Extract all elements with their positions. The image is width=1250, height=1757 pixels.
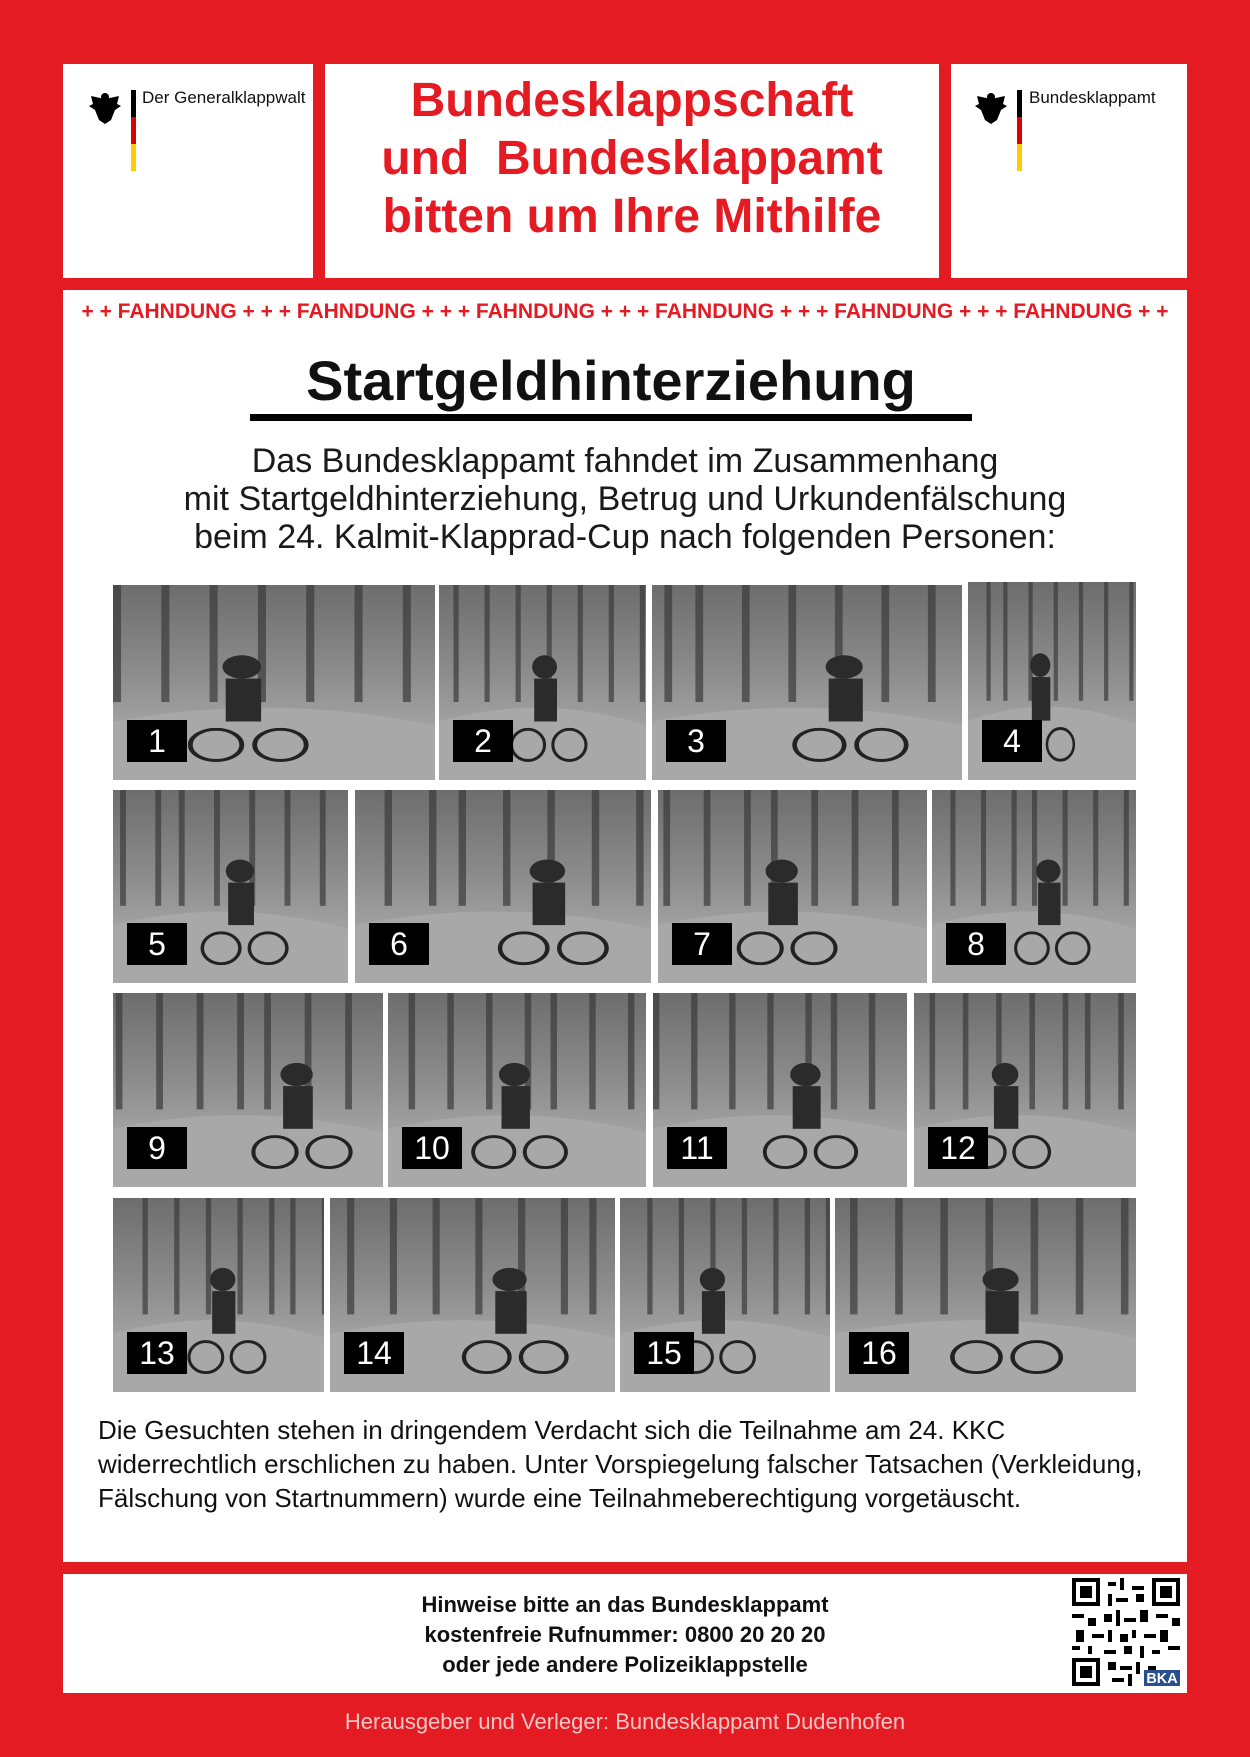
photo-number: 16 bbox=[849, 1332, 909, 1374]
suspect-photo bbox=[113, 585, 435, 780]
suspect-photo bbox=[652, 585, 962, 780]
suspect-photo bbox=[330, 1198, 615, 1392]
photo-number: 4 bbox=[982, 720, 1042, 762]
photo-number: 1 bbox=[127, 720, 187, 762]
suspect-photo bbox=[968, 582, 1136, 780]
photo-number: 2 bbox=[453, 720, 513, 762]
contact-phone[interactable]: kostenfreie Rufnummer: 0800 20 20 20 bbox=[424, 1622, 826, 1647]
suspect-photo bbox=[113, 993, 383, 1187]
publisher-footer: Herausgeber und Verleger: Bundesklappamt Dudenhofen bbox=[344, 1709, 906, 1734]
photo-number: 5 bbox=[127, 923, 187, 965]
suspect-photo bbox=[113, 790, 348, 983]
german-flag-stripe bbox=[1017, 90, 1022, 171]
suspect-photo bbox=[835, 1198, 1136, 1392]
page-title: Startgeldhinterziehung bbox=[306, 349, 916, 412]
suspect-photo bbox=[653, 993, 907, 1187]
photo-number: 9 bbox=[127, 1127, 187, 1169]
suspect-photo bbox=[932, 790, 1136, 983]
photo-number: 8 bbox=[946, 923, 1006, 965]
suspect-photo bbox=[113, 1198, 324, 1392]
suspect-photo bbox=[620, 1198, 830, 1392]
photo-number: 11 bbox=[667, 1127, 727, 1169]
right-agency-label: Bundesklappamt bbox=[1029, 88, 1156, 107]
photo-number: 3 bbox=[666, 720, 726, 762]
suspect-photo bbox=[355, 790, 651, 983]
eagle-icon bbox=[87, 90, 123, 126]
photo-number: 12 bbox=[928, 1127, 988, 1169]
photo-number: 7 bbox=[672, 923, 732, 965]
suspect-photo bbox=[658, 790, 927, 983]
qr-code-icon[interactable] bbox=[1072, 1578, 1180, 1686]
contact-text bbox=[340, 1590, 910, 1680]
intro-line-3: beim 24. Kalmit-Klapprad-Cup nach folgenden Personen: bbox=[194, 518, 1056, 556]
photo-number: 14 bbox=[344, 1332, 404, 1374]
intro-text bbox=[80, 442, 1170, 556]
header-right-box bbox=[951, 64, 1187, 278]
photo-number: 6 bbox=[369, 923, 429, 965]
headline bbox=[325, 72, 939, 246]
header-left-box bbox=[63, 64, 313, 278]
suspect-photo bbox=[914, 993, 1136, 1187]
photo-number: 15 bbox=[634, 1332, 694, 1374]
headline-line-1: Bundesklappschaft bbox=[410, 74, 854, 127]
title-underline bbox=[250, 414, 972, 421]
intro-line-2: mit Startgeldhinterziehung, Betrug und Urkundenfälschung bbox=[183, 480, 1067, 518]
photo-number: 13 bbox=[127, 1332, 187, 1374]
fahndung-ticker: + + FAHNDUNG + + + FAHNDUNG + + + FAHNDUNG + + + FAHNDUNG + + + FAHNDUNG + + + FAHNDUNG + + bbox=[81, 300, 1169, 323]
eagle-icon bbox=[973, 90, 1009, 126]
left-agency-label: Der Generalklappwalt bbox=[142, 88, 306, 107]
contact-line-3: oder jede andere Polizeiklappstelle bbox=[442, 1652, 808, 1677]
description-text: Die Gesuchten stehen in dringendem Verdacht sich die Teilnahme am 24. KKC widerrechtlich erschlichen zu haben. Unter Vorspiegelung falscher Tatsachen (Verkleidung, Fälschung von Startnummern) wurde eine Teilnahmeberechtigung vorgetäuscht. bbox=[98, 1415, 1143, 1513]
german-flag-stripe bbox=[131, 90, 136, 171]
photo-number: 10 bbox=[402, 1127, 462, 1169]
suspect-photo bbox=[439, 585, 646, 780]
qr-label: BKA bbox=[1146, 1671, 1178, 1686]
intro-line-1: Das Bundesklappamt fahndet im Zusammenhang bbox=[251, 442, 999, 480]
suspect-photo bbox=[388, 993, 646, 1187]
headline-line-2: und Bundesklappamt bbox=[381, 132, 883, 185]
headline-line-3: bitten um Ihre Mithilfe bbox=[382, 190, 882, 243]
contact-line-1: Hinweise bitte an das Bundesklappamt bbox=[421, 1592, 829, 1617]
